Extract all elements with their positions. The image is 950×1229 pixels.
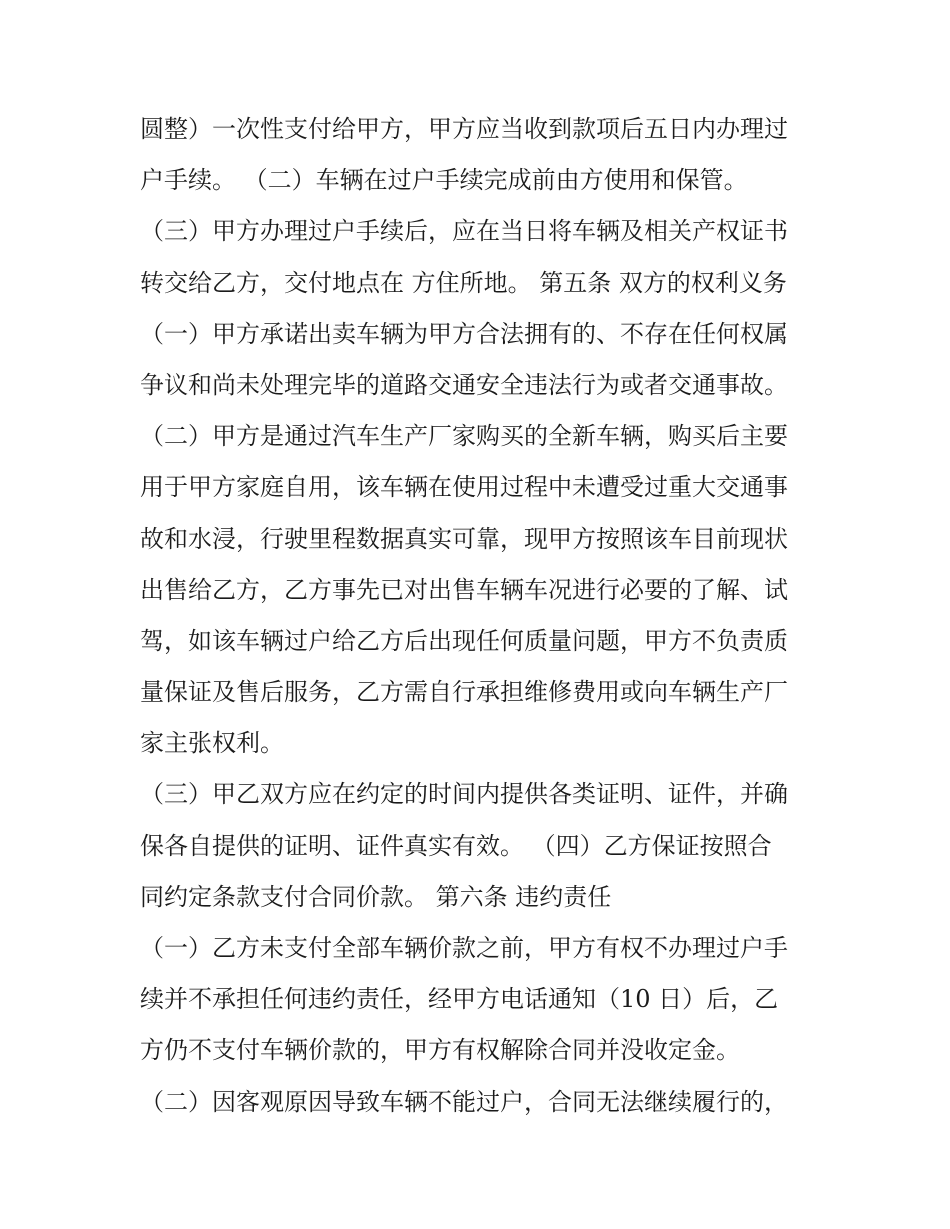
text-line: 同约定条款支付合同价款。 第六条 违约责任: [140, 882, 612, 911]
text-line: （二）因客观原因导致车辆不能过户，合同无法继续履行的，: [140, 1087, 788, 1116]
text-line: （二）甲方是通过汽车生产厂家购买的全新车辆，购买后主要: [140, 422, 788, 451]
text-line: 家主张权利。: [140, 729, 284, 758]
text-line: 故和水浸，行驶里程数据真实可靠，现甲方按照该车目前现状: [140, 524, 788, 553]
text-line: （三）甲乙双方应在约定的时间内提供各类证明、证件，并确: [140, 780, 788, 809]
text-line: 户手续。 （二）车辆在过户手续完成前由方使用和保管。: [140, 166, 748, 195]
text-line: （一）甲方承诺出卖车辆为甲方合法拥有的、不存在任何权属: [140, 319, 788, 348]
text-line: 出售给乙方，乙方事先已对出售车辆车况进行必要的了解、试: [140, 575, 788, 604]
text-line: 量保证及售后服务，乙方需自行承担维修费用或向车辆生产厂: [140, 678, 788, 707]
text-line: （三）甲方办理过户手续后，应在当日将车辆及相关产权证书: [140, 217, 788, 246]
text-line: 争议和尚未处理完毕的道路交通安全违法行为或者交通事故。: [140, 370, 788, 399]
text-line: 续并不承担任何违约责任，经甲方电话通知（10 日）后，乙: [140, 985, 779, 1014]
text-line: 方仍不支付车辆价款的，甲方有权解除合同并没收定金。: [140, 1036, 740, 1065]
text-line: 圆整）一次性支付给甲方，甲方应当收到款项后五日内办理过: [140, 115, 788, 143]
text-line: （一）乙方未支付全部车辆价款之前，甲方有权不办理过户手: [140, 934, 788, 962]
text-line: 保各自提供的证明、证件真实有效。 （四）乙方保证按照合: [140, 831, 772, 860]
text-line: 转交给乙方，交付地点在 方住所地。 第五条 双方的权利义务: [140, 268, 787, 297]
text-line: 驾，如该车辆过户给乙方后出现任何质量问题，甲方不负责质: [140, 626, 788, 655]
text-line: 用于甲方家庭自用，该车辆在使用过程中未遭受过重大交通事: [140, 473, 788, 502]
document-body: [140, 104, 820, 1128]
